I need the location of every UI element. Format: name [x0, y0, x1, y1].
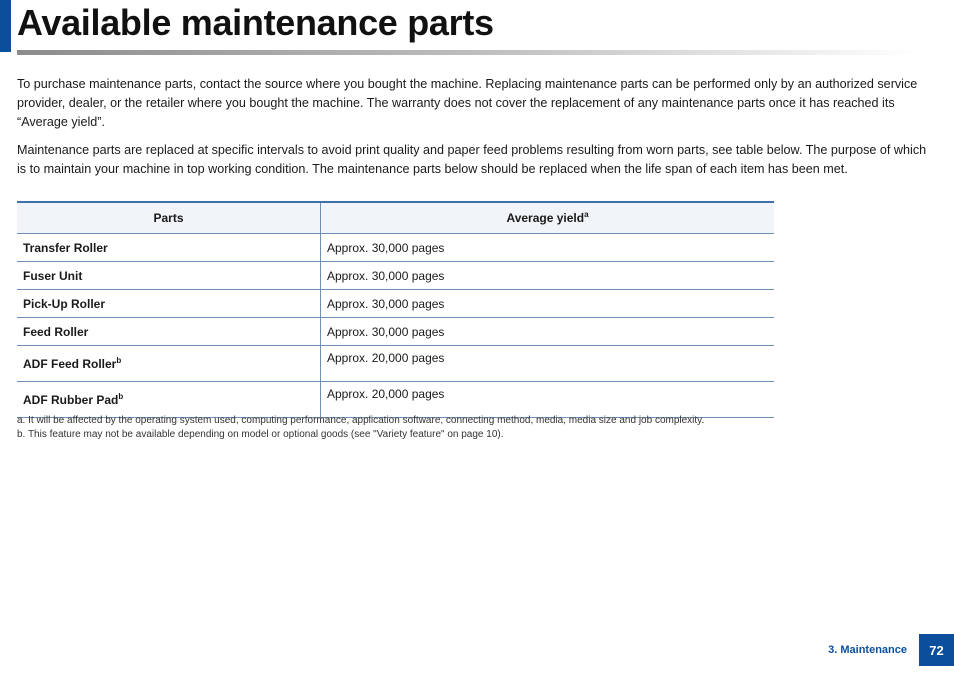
table-row	[17, 318, 774, 346]
footer-section-link[interactable]: 3. Maintenance	[828, 644, 907, 656]
part-name	[17, 234, 321, 262]
title-rule	[17, 50, 917, 55]
page-number-badge: 72	[919, 634, 954, 666]
part-name	[17, 290, 321, 318]
table-row	[17, 346, 774, 382]
footnote-b: b. This feature may not be available depending on model or optional goods (see "Variety feature" on page 10).	[17, 428, 504, 440]
part-yield: Approx. 30,000 pages	[321, 234, 775, 262]
maintenance-parts-table	[17, 201, 774, 418]
table-row	[17, 290, 774, 318]
header-parts	[17, 202, 321, 234]
accent-bar	[0, 0, 11, 52]
part-name	[17, 318, 321, 346]
footnote-ref-b: b	[116, 355, 122, 365]
footnote-a: a. It will be affected by the operating system used, computing performance, application software, connecting method, media, media size and job complexity.	[17, 415, 705, 426]
header-parts-label: Parts	[153, 211, 184, 225]
part-yield: Approx. 20,000 pages	[321, 382, 775, 418]
part-label: Feed Roller	[23, 324, 89, 339]
part-name	[17, 346, 321, 382]
part-yield: Approx. 30,000 pages	[321, 290, 775, 318]
part-yield: Approx. 20,000 pages	[321, 346, 775, 382]
part-name	[17, 382, 321, 418]
part-yield: Approx. 30,000 pages	[321, 318, 775, 346]
header-average-yield	[321, 202, 775, 234]
part-label: Fuser Unit	[23, 268, 83, 283]
part-label: ADF Rubber Pad	[23, 392, 119, 407]
table-row	[17, 234, 774, 262]
page-title: Available maintenance parts	[17, 2, 494, 43]
footnote-ref-a: a	[584, 210, 589, 219]
footnotes	[17, 414, 937, 441]
part-name	[17, 262, 321, 290]
purpose-paragraph: Maintenance parts are replaced at specific intervals to avoid print quality and paper feed problems resulting from worn parts, see table below. The purpose of which is to maintain your machine in top working condition. The maintenance parts below should be replaced when the life span of each item has been met.	[17, 143, 927, 176]
table-header-row	[17, 202, 774, 234]
part-yield: Approx. 30,000 pages	[321, 262, 775, 290]
part-label: Pick-Up Roller	[23, 296, 106, 311]
table-row	[17, 262, 774, 290]
table-row	[17, 382, 774, 418]
part-label: Transfer Roller	[23, 240, 108, 255]
footnote-ref-b: b	[118, 391, 124, 401]
part-label: ADF Feed Roller	[23, 356, 117, 371]
intro-paragraph: To purchase maintenance parts, contact the source where you bought the machine. Replacing maintenance parts can be performed only by an authorized service provider, dealer, or the retailer where you bought the machine. The warranty does not cover the replacement of any maintenance parts once it has reached its “Average yield”.	[17, 77, 918, 129]
header-yield-label: Average yield	[506, 211, 585, 225]
